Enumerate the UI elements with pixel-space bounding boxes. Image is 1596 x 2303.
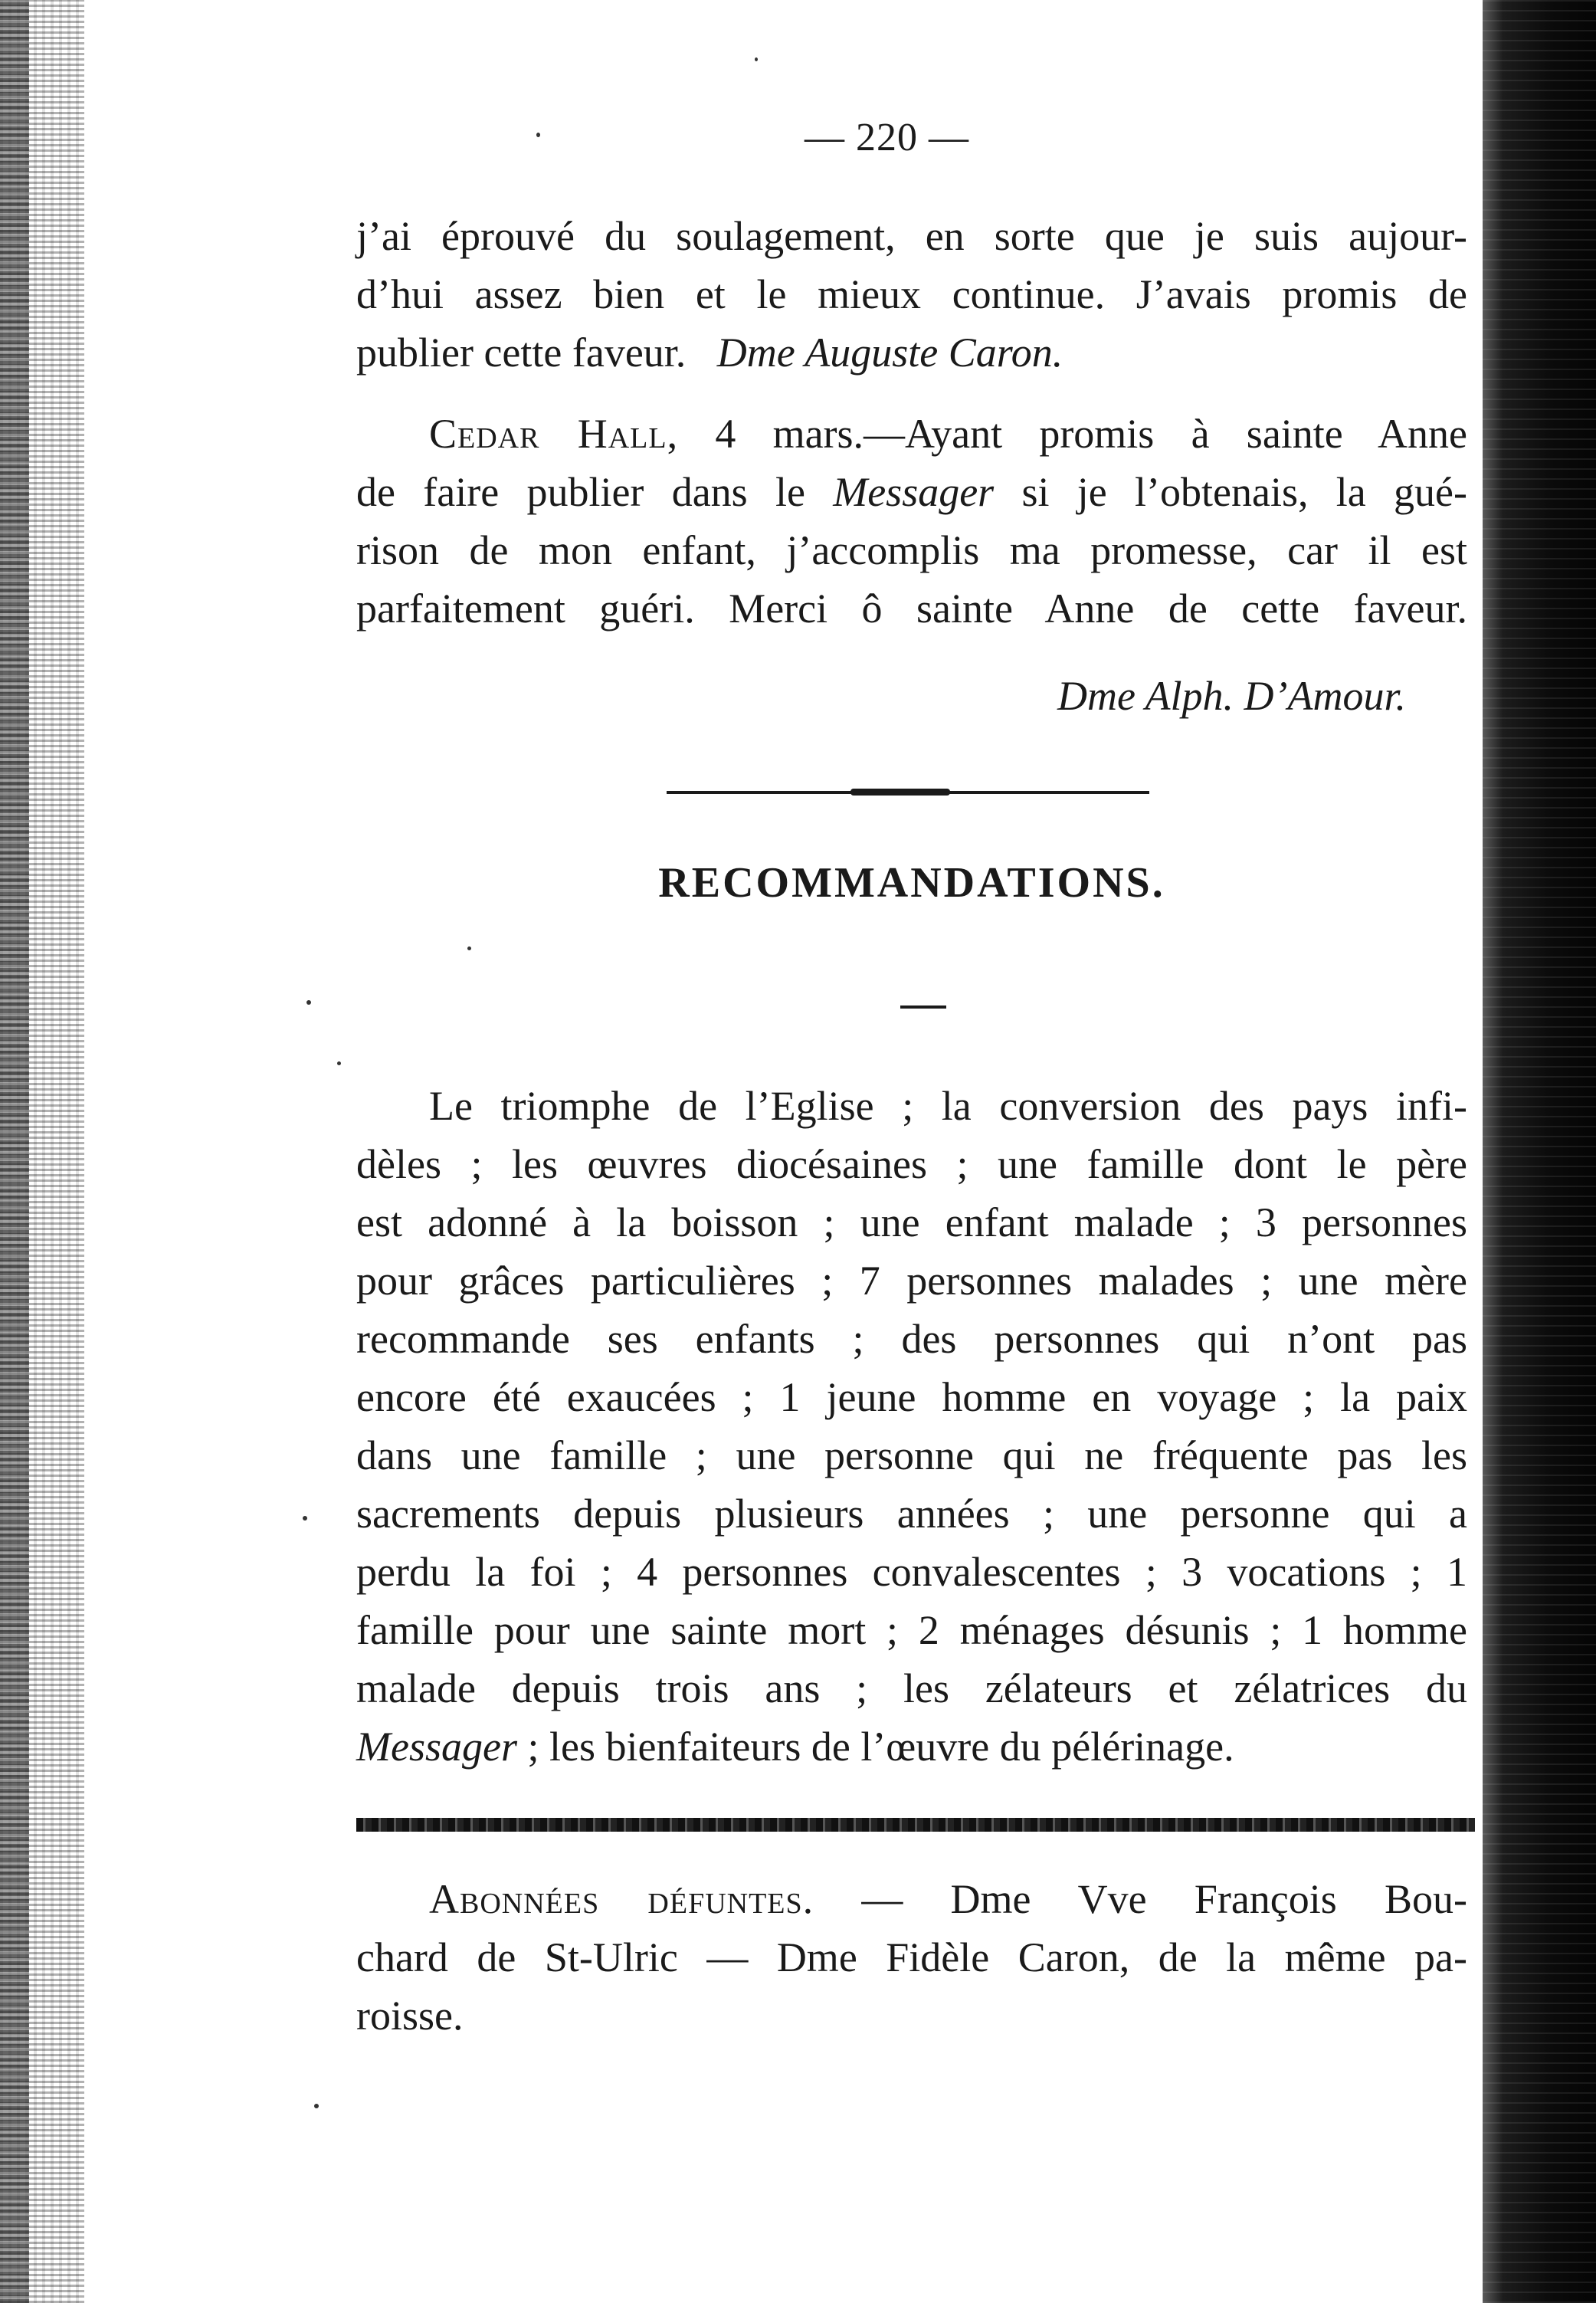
text-line: d’hui assez bien et le mieux continue. J’avais promis de (356, 271, 1467, 317)
text-line: parfaitement guéri. Merci ô sainte Anne de cette faveur. (356, 586, 1467, 632)
section-heading: RECOMMANDATIONS. (658, 859, 1165, 907)
scan-speck (536, 133, 540, 137)
text-line: sacrements depuis plusieurs années ; une personne qui a (356, 1491, 1467, 1537)
section-label: Abonnées défuntes. (429, 1876, 814, 1922)
place-name: Cedar Hall, (429, 411, 679, 457)
text-fragment: publier cette faveur. (356, 330, 687, 376)
text-line (356, 1717, 1467, 1776)
text-line: famille pour une sainte mort ; 2 ménages désunis ; 1 homme (356, 1607, 1467, 1653)
text-line: pour grâces particulières ; 7 personnes malades ; une mère (356, 1258, 1467, 1304)
publication-title: Messager (356, 1724, 517, 1770)
scan-speck (314, 2104, 319, 2108)
text-line: recommande ses enfants ; des personnes qui n’ont pas (356, 1316, 1467, 1362)
text-line: encore été exaucées ; 1 jeune homme en voyage ; la paix (356, 1374, 1467, 1420)
text-fragment: ; les bienfaiteurs de l’œuvre du pélérinage. (516, 1724, 1234, 1770)
text-line: est adonné à la boisson ; une enfant malade ; 3 personnes (356, 1199, 1467, 1245)
text-fragment: 4 mars.—Ayant promis à sainte Anne (678, 411, 1467, 457)
text-line: perdu la foi ; 4 personnes convalescentes ; 3 vocations ; 1 (356, 1549, 1467, 1595)
thick-divider (356, 1818, 1475, 1832)
page-number: — 220 — (805, 116, 969, 159)
text-fragment: de faire publier dans le (356, 469, 834, 515)
scan-speck (337, 1061, 341, 1065)
text-line: dèles ; les œuvres diocésaines ; une famille dont le père (356, 1141, 1467, 1187)
section-divider (667, 791, 1149, 794)
paragraph-testimony-1 (356, 207, 1467, 382)
text-line (356, 323, 1467, 382)
text-line (356, 405, 1467, 463)
text-line: chard de St-Ulric — Dme Fidèle Caron, de la même pa- (356, 1934, 1467, 1980)
text-fragment: — Dme Vve François Bou- (814, 1876, 1467, 1922)
scan-edge-right (1483, 0, 1596, 2303)
text-line: rison de mon enfant, j’accomplis ma promesse, car il est (356, 527, 1467, 573)
scan-speck (467, 946, 471, 950)
publication-title: Messager (833, 469, 995, 515)
text-line (356, 463, 1467, 521)
heading-dash (900, 1006, 946, 1009)
signature-block (356, 667, 1467, 725)
paragraph-testimony-2 (356, 405, 1467, 638)
text-line: j’ai éprouvé du soulagement, en sorte que je suis aujour- (356, 213, 1467, 259)
text-line: roisse. (356, 1993, 464, 2039)
signature: Dme Auguste Caron. (716, 330, 1063, 376)
paragraph-recommendations (356, 1077, 1467, 1776)
text-line (356, 1870, 1467, 1928)
scan-speck (306, 1000, 311, 1005)
scan-speck (755, 57, 758, 61)
text-line: dans une famille ; une personne qui ne fréquente pas les (356, 1432, 1467, 1478)
signature: Dme Alph. D’Amour. (1057, 673, 1406, 719)
text-line: malade depuis trois ans ; les zélateurs et zélatrices du (356, 1665, 1467, 1711)
scan-speck (303, 1516, 307, 1521)
paragraph-deceased-subscribers (356, 1870, 1467, 2045)
text-line: Le triomphe de l’Eglise ; la conversion des pays infi- (429, 1083, 1467, 1129)
text-fragment: si je l’obtenais, la gué- (994, 469, 1467, 515)
